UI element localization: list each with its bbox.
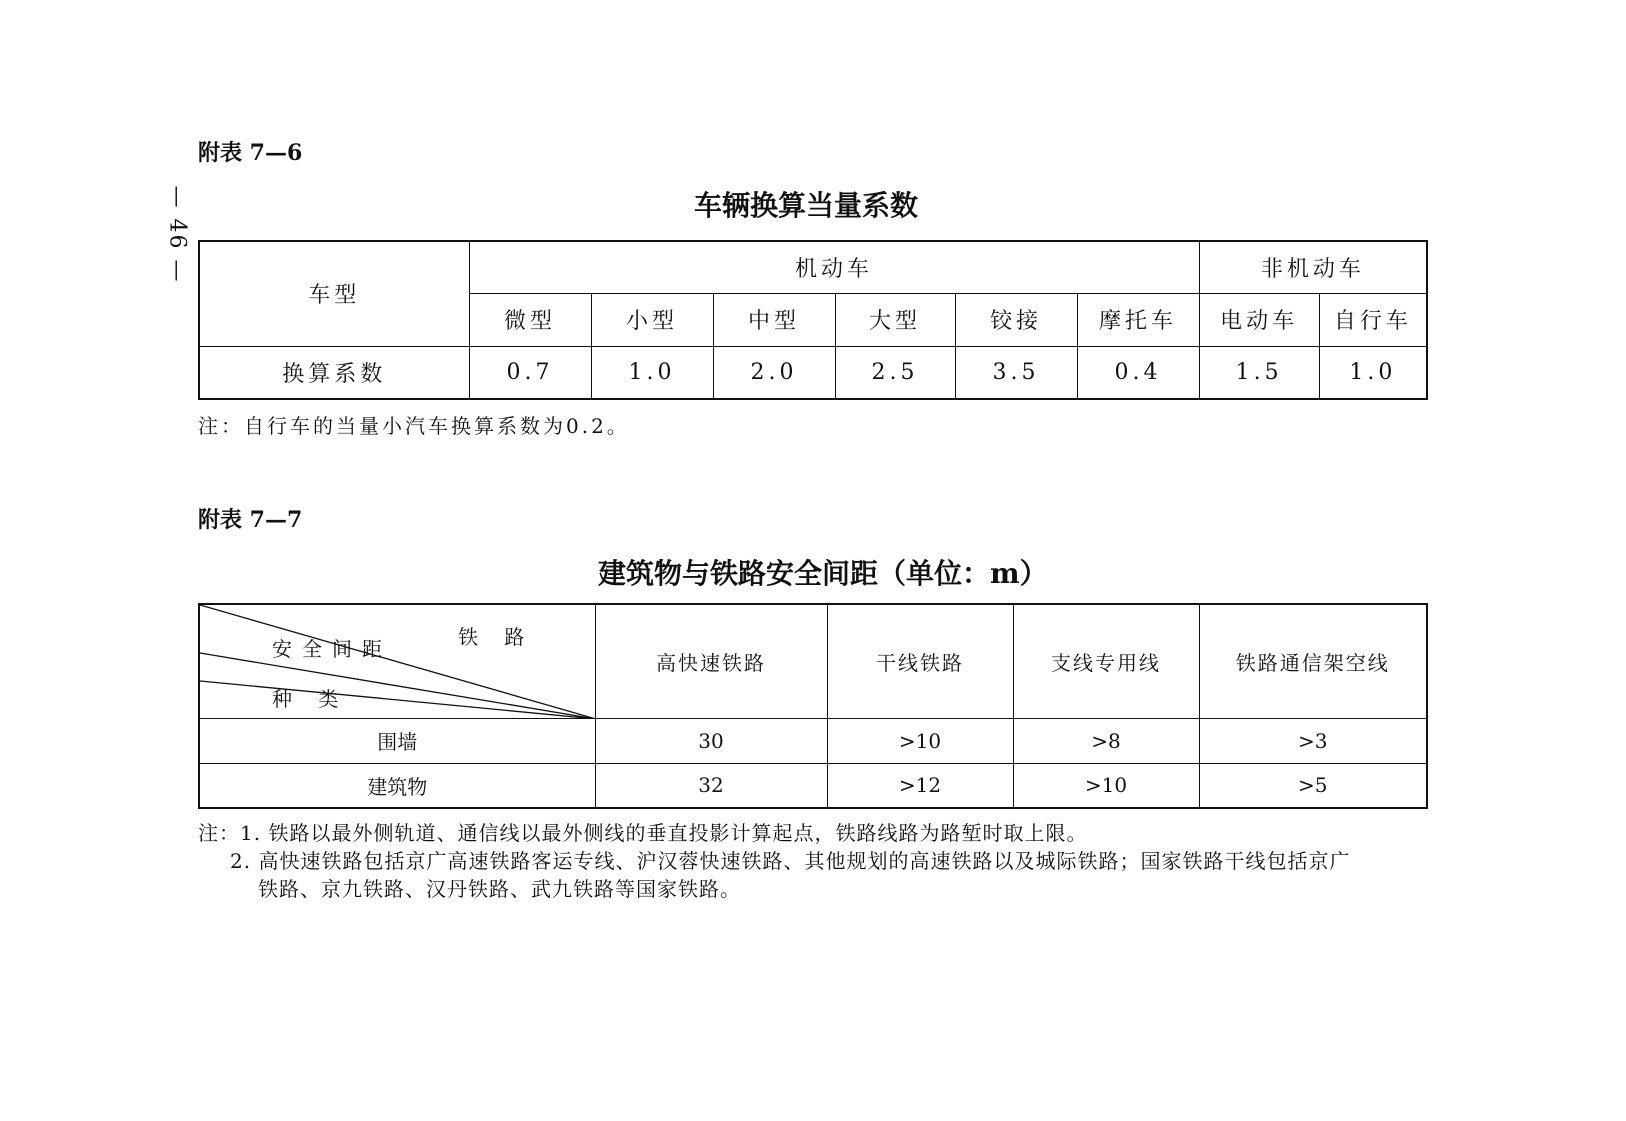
type-cell: 中型 bbox=[713, 293, 835, 346]
type-cell: 小型 bbox=[591, 293, 713, 346]
group-motor-vehicle: 机动车 bbox=[469, 241, 1199, 293]
group-non-motor-vehicle: 非机动车 bbox=[1199, 241, 1427, 293]
value-cell: 30 bbox=[595, 718, 827, 763]
value-cell: 3.5 bbox=[955, 346, 1077, 399]
corner-label-category: 种 类 bbox=[272, 687, 349, 711]
value-cell: >12 bbox=[827, 763, 1013, 808]
table2-note-2-line2: 铁路、京九铁路、汉丹铁路、武九铁路等国家铁路。 bbox=[258, 877, 741, 901]
row-name-wall: 围墙 bbox=[199, 718, 595, 763]
value-cell: >8 bbox=[1013, 718, 1199, 763]
value-cell: >10 bbox=[1013, 763, 1199, 808]
value-cell: 0.4 bbox=[1077, 346, 1199, 399]
value-cell: 2.0 bbox=[713, 346, 835, 399]
diagonal-header-cell bbox=[199, 604, 595, 718]
vehicle-coefficient-table bbox=[198, 240, 1428, 400]
table2-title: 建筑物与铁路安全间距（单位：m） bbox=[598, 557, 1048, 590]
row-header-vehicle-type: 车型 bbox=[199, 241, 469, 346]
value-cell: 1.0 bbox=[591, 346, 713, 399]
page-number: — 46 — bbox=[164, 185, 190, 284]
column-header: 干线铁路 bbox=[827, 604, 1013, 718]
type-cell: 摩托车 bbox=[1077, 293, 1199, 346]
row-label-coefficient: 换算系数 bbox=[199, 346, 469, 399]
column-header: 铁路通信架空线 bbox=[1199, 604, 1427, 718]
value-cell: 0.7 bbox=[469, 346, 591, 399]
value-cell: >10 bbox=[827, 718, 1013, 763]
value-cell: 1.5 bbox=[1199, 346, 1319, 399]
value-cell: >5 bbox=[1199, 763, 1427, 808]
value-cell: 2.5 bbox=[835, 346, 955, 399]
corner-label-safety-distance: 安全间距 bbox=[272, 637, 392, 661]
type-cell: 铰接 bbox=[955, 293, 1077, 346]
table2-label: 附表 7—7 bbox=[198, 507, 303, 533]
table2-note-1: 注：1. 铁路以最外侧轨道、通信线以最外侧线的垂直投影计算起点，铁路线路为路堑时取上限。 bbox=[198, 821, 1088, 845]
type-cell: 自行车 bbox=[1319, 293, 1427, 346]
railway-distance-table bbox=[198, 603, 1428, 809]
value-cell: >3 bbox=[1199, 718, 1427, 763]
type-cell: 微型 bbox=[469, 293, 591, 346]
column-header: 支线专用线 bbox=[1013, 604, 1199, 718]
value-cell: 1.0 bbox=[1319, 346, 1427, 399]
table1-label: 附表 7—6 bbox=[198, 140, 303, 166]
table1-title: 车辆换算当量系数 bbox=[694, 189, 919, 222]
diagonal-lines bbox=[200, 605, 596, 719]
table1-note: 注：自行车的当量小汽车换算系数为0.2。 bbox=[198, 414, 630, 438]
table2-note-2-line1: 2. 高快速铁路包括京广高速铁路客运专线、沪汉蓉快速铁路、其他规划的高速铁路以及城际铁路；国家铁路干线包括京广 bbox=[230, 849, 1351, 873]
column-header: 高快速铁路 bbox=[595, 604, 827, 718]
value-cell: 32 bbox=[595, 763, 827, 808]
type-cell: 电动车 bbox=[1199, 293, 1319, 346]
corner-label-railway: 铁 路 bbox=[458, 625, 535, 649]
row-name-building: 建筑物 bbox=[199, 763, 595, 808]
type-cell: 大型 bbox=[835, 293, 955, 346]
